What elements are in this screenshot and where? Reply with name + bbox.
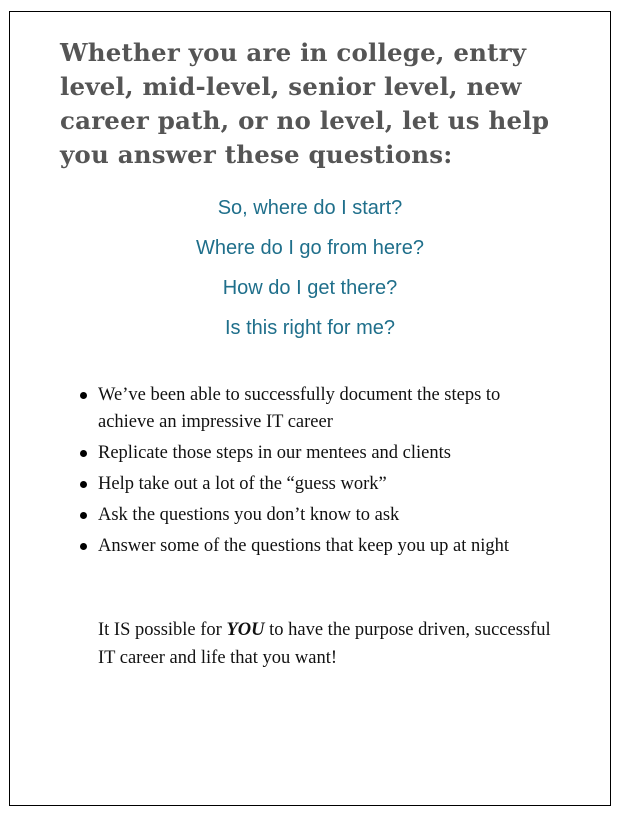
questions-list [10,188,610,348]
list-item [76,471,556,498]
bullet-icon [80,512,87,519]
closing-statement [98,616,558,672]
list-item [76,382,556,436]
closing-text-start: It IS possible for [98,620,227,640]
list-item-text: Help take out a lot of the “guess work” [98,474,387,494]
bullet-icon [80,392,87,399]
intro-heading: Whether you are in college, entry level, mid-level, senior level, new career path, or no level, let us help you answer these questions: [60,38,550,169]
list-item-text: Ask the questions you don’t know to ask [98,505,400,525]
bullet-icon [80,481,87,488]
question-how: How do I get there? [222,277,398,299]
list-item-text: Replicate those steps in our mentees and clients [98,443,451,463]
list-item [76,502,556,529]
list-item [76,533,556,560]
closing-emphasis: YOU [226,620,265,640]
benefits-list [76,382,556,564]
question-right: Is this right for me? [224,317,396,339]
list-item [76,440,556,467]
bullet-icon [80,450,87,457]
list-item-text: We’ve been able to successfully document the steps to achieve an impressive IT career [98,385,501,432]
document-page [9,11,611,806]
question-start: So, where do I start? [217,197,403,219]
list-item-text: Answer some of the questions that keep you up at night [98,536,510,556]
question-next: Where do I go from here? [196,237,424,259]
closing-text-end: to have the purpose driven, successful IT career and life that you want! [98,620,551,668]
bullet-icon [80,543,87,550]
